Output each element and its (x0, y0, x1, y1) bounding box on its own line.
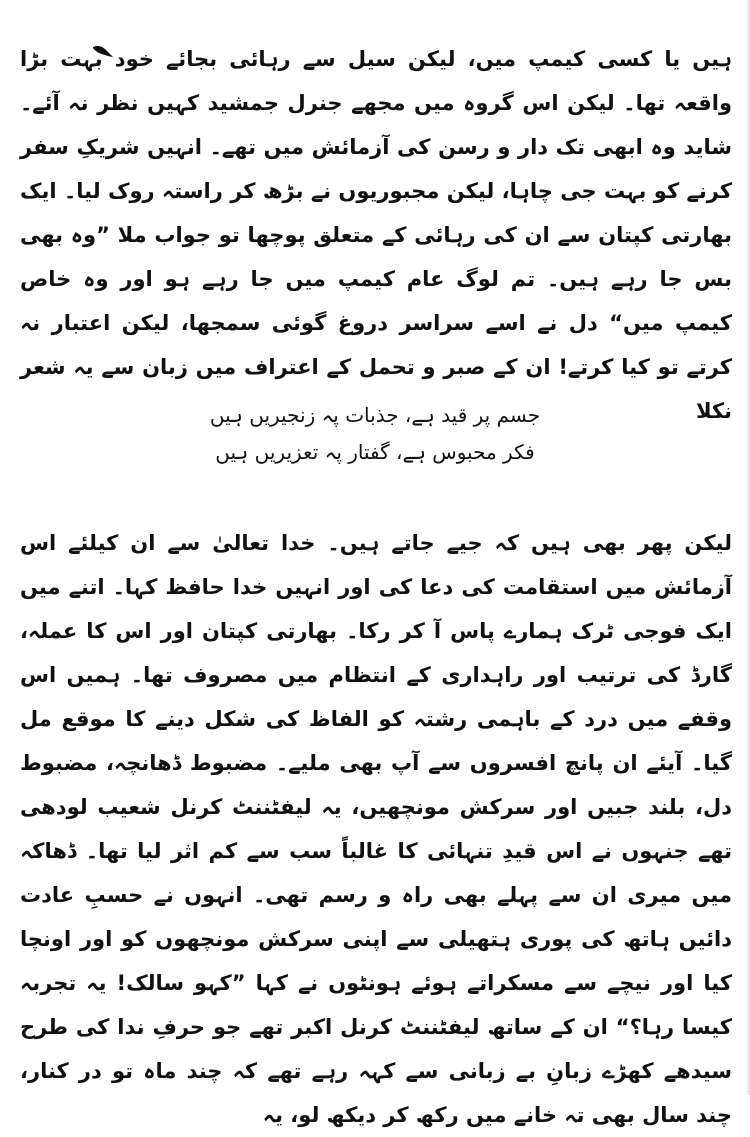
scan-edge-shadow (746, 0, 750, 1095)
verse-line-1: جسم پر قید ہے، جذبات پہ زنجیریں ہیں (209, 403, 541, 427)
paragraph-officers: لیکن پھر بھی ہیں کہ جیے جاتے ہیں۔ خدا تعالیٰ سے ان کیلئے اس آزمائش میں استقامت کی دعا کی اور انہیں خدا حافظ کہا۔ اتنے میں ایک فوجی ٹرک ہمارے پاس آ کر رکا۔ بھارتی کپتان اور اس کا عملہ، گارڈ کی ترتیب اور راہداری کے انتظام میں مصروف تھا۔ ہمیں اس وقفے میں درد کے باہمی رشتہ کو الفاظ کی شکل دینے کا موقع مل گیا۔ آیئے ان پانچ افسروں سے آپ بھی ملیے۔ مضبوط ڈھانچہ، مضبوط دل، بلند جبیں اور سرکش مونچھیں، یہ لیفٹننٹ کرنل شعیب لودھی تھے جنہوں نے اس قیدِ تنہائی کا غالباً سب سے کم اثر لیا تھا۔ ڈھاکہ میں میری ان سے پہلے بھی راہ و رسم تھی۔ انہوں نے حسبِ عادت دائیں ہاتھ کی پوری ہتھیلی سے اپنی سرکش مونچھوں کو اور اونچا کیا اور نیچے سے مسکراتے ہوئے ہونٹوں نے کہا ”کہو سالک! یہ تجربہ کیسا رہا؟“ ان کے ساتھ لیفٹننٹ کرنل اکبر تھے جو حرفِ ندا کی طرح سیدھے کھڑے زبانِ بے زبانی سے کہہ رہے تھے کہ چند ماہ تو در کنار، چند سال بھی تہ خانے میں رکھ کر دیکھ لو، یہ (20, 531, 732, 1127)
verse-line-2: فکر محبوس ہے، گفتار پہ تعزیریں ہیں (215, 440, 535, 464)
paragraph-intro: ہیں یا کسی کیمپ میں، لیکن سیل سے رہائی بجائے خود بہت بڑا واقعہ تھا۔ لیکن اس گروہ میں مجھے جنرل جمشید کہیں نظر نہ آئے۔ شاید وہ ابھی تک دار و رسن کی آزمائش میں تھے۔ انہیں شریکِ سفر کرنے کو بہت جی چاہا، لیکن مجبوریوں نے بڑھ کر راستہ روک لیا۔ ایک بھارتی کپتان سے ان کی رہائی کے متعلق پوچھا تو جواب ملا ”وہ بھی بس جا رہے ہیں۔ تم لوگ عام کیمپ میں جا رہے ہو اور وہ خاص کیمپ میں“ دل نے اسے سراسر دروغ گوئی سمجھا، لیکن اعتبار نہ کرتے تو کیا کرتے! ان کے صبر و تحمل کے اعتراف میں زبان سے یہ شعر نکلا (20, 47, 732, 423)
